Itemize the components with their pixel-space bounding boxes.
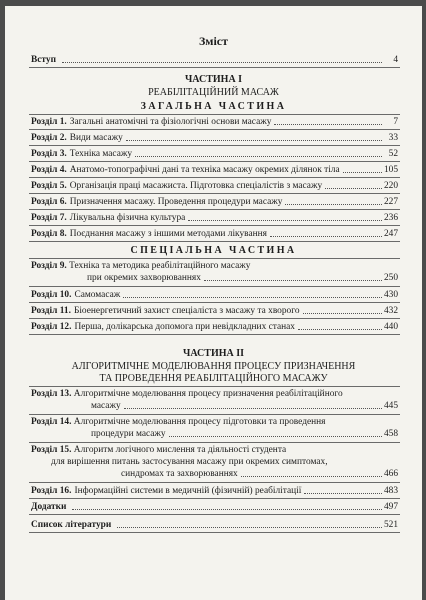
toc-entry-section-15-line1[interactable] <box>31 444 286 456</box>
dot-leader <box>204 280 382 281</box>
toc-entry-section-13-line1[interactable] <box>31 388 343 400</box>
page-number: 497 <box>383 502 398 512</box>
entry-label: Розділ 14. <box>31 417 72 427</box>
dot-leader <box>325 188 382 189</box>
entry-title: Техніка масажу <box>69 149 133 159</box>
entry-title: Алгоритмічне моделювання процесу призначення реабілітаційного <box>73 389 343 399</box>
divider <box>29 482 400 483</box>
entry-label: Вступ <box>31 55 56 65</box>
entry-title: Самомасаж <box>74 290 121 300</box>
dot-leader <box>126 140 382 141</box>
entry-title: Анатомо-топографічні дані та техніка масажу окремих ділянок тіла <box>69 165 340 175</box>
dot-leader <box>62 62 382 63</box>
entry-title: Техніка та методика реабілітаційного масажу <box>69 261 251 271</box>
entry-label: Додатки <box>31 502 67 512</box>
entry-label: Список літератури <box>31 520 112 530</box>
entry-label: Розділ 4. <box>31 165 67 175</box>
dot-leader <box>298 329 382 330</box>
divider <box>29 414 400 415</box>
toc-entry-section-10[interactable] <box>31 289 398 301</box>
entry-label: Розділ 1. <box>31 117 67 127</box>
page-number: 227 <box>383 197 398 207</box>
page-number: 432 <box>383 306 398 316</box>
page-number: 236 <box>383 213 398 223</box>
divider <box>29 442 400 443</box>
toc-entry-section-15-line2 <box>51 456 328 468</box>
page-number: 7 <box>393 117 398 127</box>
page-number: 466 <box>383 469 398 479</box>
entry-title: Призначення масажу. Проведення процедури масажу <box>69 197 283 207</box>
dot-leader <box>270 236 382 237</box>
dot-leader <box>117 527 382 528</box>
entry-title: Види масажу <box>69 133 123 143</box>
toc-entry-section-5[interactable] <box>31 180 398 192</box>
page-number: 4 <box>393 55 398 65</box>
entry-label: Розділ 2. <box>31 133 67 143</box>
page-number: 430 <box>383 290 398 300</box>
part2-title: ЧАСТИНА ІІ <box>182 348 244 359</box>
toc-entry-section-13-line2[interactable] <box>91 400 398 412</box>
entry-label: Розділ 12. <box>31 322 72 332</box>
book-page <box>5 6 422 600</box>
entry-title-cont: процедури масажу <box>91 429 166 439</box>
entry-label: Розділ 11. <box>31 306 71 316</box>
divider <box>29 514 400 515</box>
entry-title: Загальні анатомічні та фізіологічні основи масажу <box>69 117 272 127</box>
divider <box>29 318 400 319</box>
toc-entry-section-15-line3[interactable] <box>121 468 398 480</box>
entry-label: Розділ 13. <box>31 389 72 399</box>
divider <box>29 532 400 533</box>
entry-title: Алгоритмічне моделювання процесу підготовки та проведення <box>73 417 326 427</box>
divider <box>29 286 400 287</box>
contents-heading: Зміст <box>198 34 229 48</box>
part2-subtitle-line1: АЛГОРИТМІЧНЕ МОДЕЛЮВАННЯ ПРОЦЕСУ ПРИЗНАЧЕННЯ <box>71 361 356 372</box>
toc-entry-section-4[interactable] <box>31 164 398 176</box>
entry-title: Перша, долікарська допомога при невідкладних станах <box>74 322 295 332</box>
page-number: 483 <box>383 486 398 496</box>
entry-title: Інформаційні системи в медичній (фізичній) реабілітації <box>74 486 302 496</box>
general-part-title: ЗАГАЛЬНА ЧАСТИНА <box>140 101 287 112</box>
page-number: 52 <box>388 149 398 159</box>
page-number: 220 <box>383 181 398 191</box>
divider <box>29 334 400 335</box>
entry-title-cont: масажу <box>91 401 121 411</box>
divider <box>29 241 400 242</box>
entry-label: Розділ 6. <box>31 197 67 207</box>
part2-subtitle-line2: ТА ПРОВЕДЕННЯ РЕАБІЛІТАЦІЙНОГО МАСАЖУ <box>99 373 328 384</box>
divider <box>29 193 400 194</box>
entry-label: Розділ 15. <box>31 445 72 455</box>
divider <box>29 177 400 178</box>
page-number: 458 <box>383 429 398 439</box>
toc-entry-section-9-line2[interactable] <box>87 272 398 284</box>
toc-entry-section-1[interactable] <box>31 116 398 128</box>
entry-title: Біоенергетичний захист спеціаліста з масажу та хворого <box>73 306 300 316</box>
divider <box>29 129 400 130</box>
entry-title-cont: синдромах та захворюваннях <box>121 469 238 479</box>
dot-leader <box>169 436 382 437</box>
entry-label: Розділ 16. <box>31 486 72 496</box>
special-part-title: СПЕЦІАЛЬНА ЧАСТИНА <box>130 245 297 256</box>
toc-entry-section-7[interactable] <box>31 212 398 224</box>
page-number: 105 <box>383 165 398 175</box>
divider <box>29 145 400 146</box>
page-number: 521 <box>383 520 398 530</box>
entry-title: Організація праці масажиста. Підготовка спеціалістів з масажу <box>69 181 323 191</box>
part1-subtitle: РЕАБІЛІТАЦІЙНИЙ МАСАЖ <box>148 87 279 98</box>
page-number: 250 <box>383 273 398 283</box>
divider <box>29 67 400 68</box>
toc-entry-section-14-line2[interactable] <box>91 428 398 440</box>
dot-leader <box>124 408 382 409</box>
toc-entry-references[interactable] <box>31 519 398 531</box>
page-number: 445 <box>383 401 398 411</box>
divider <box>29 114 400 115</box>
toc-entry-section-14-line1[interactable] <box>31 416 325 428</box>
dot-leader <box>72 509 381 510</box>
toc-entry-section-9-line1[interactable] <box>31 260 250 272</box>
dot-leader <box>285 204 381 205</box>
toc-entry-section-3[interactable] <box>31 148 398 160</box>
dot-leader <box>343 172 382 173</box>
entry-label: Розділ 7. <box>31 213 67 223</box>
toc-entry-section-6[interactable] <box>31 196 398 208</box>
toc-entry-section-11[interactable] <box>31 305 398 317</box>
entry-label: Розділ 8. <box>31 229 67 239</box>
page-number: 247 <box>383 229 398 239</box>
dot-leader <box>303 313 382 314</box>
entry-title-cont: при окремих захворюваннях <box>87 273 201 283</box>
divider <box>29 225 400 226</box>
dot-leader <box>304 493 382 494</box>
dot-leader <box>123 297 382 298</box>
part1-title: ЧАСТИНА І <box>184 74 243 85</box>
divider <box>29 498 400 499</box>
dot-leader <box>135 156 382 157</box>
toc-entry-appendix[interactable] <box>31 501 398 513</box>
entry-title-cont: для вирішення питань застосування масажу при окремих симптомах, <box>51 457 328 467</box>
dot-leader <box>241 476 382 477</box>
toc-entry-section-8[interactable] <box>31 228 398 240</box>
divider <box>29 386 400 387</box>
entry-label: Розділ 10. <box>31 290 72 300</box>
divider <box>29 161 400 162</box>
entry-label: Розділ 5. <box>31 181 67 191</box>
entry-label: Розділ 9. <box>31 261 67 271</box>
entry-title: Алгоритм логічного мислення та діяльності студента <box>73 445 287 455</box>
divider <box>29 302 400 303</box>
dot-leader <box>188 220 382 221</box>
entry-title: Лікувальна фізична культура <box>69 213 186 223</box>
toc-entry-intro[interactable] <box>31 54 398 66</box>
dot-leader <box>274 124 382 125</box>
entry-label: Розділ 3. <box>31 149 67 159</box>
divider <box>29 209 400 210</box>
page-number: 33 <box>388 133 398 143</box>
divider <box>29 258 400 259</box>
toc-entry-section-16[interactable] <box>31 485 398 497</box>
entry-title: Поєднання масажу з іншими методами лікування <box>69 229 267 239</box>
toc-entry-section-2[interactable] <box>31 132 398 144</box>
page-number: 440 <box>383 322 398 332</box>
toc-entry-section-12[interactable] <box>31 321 398 333</box>
